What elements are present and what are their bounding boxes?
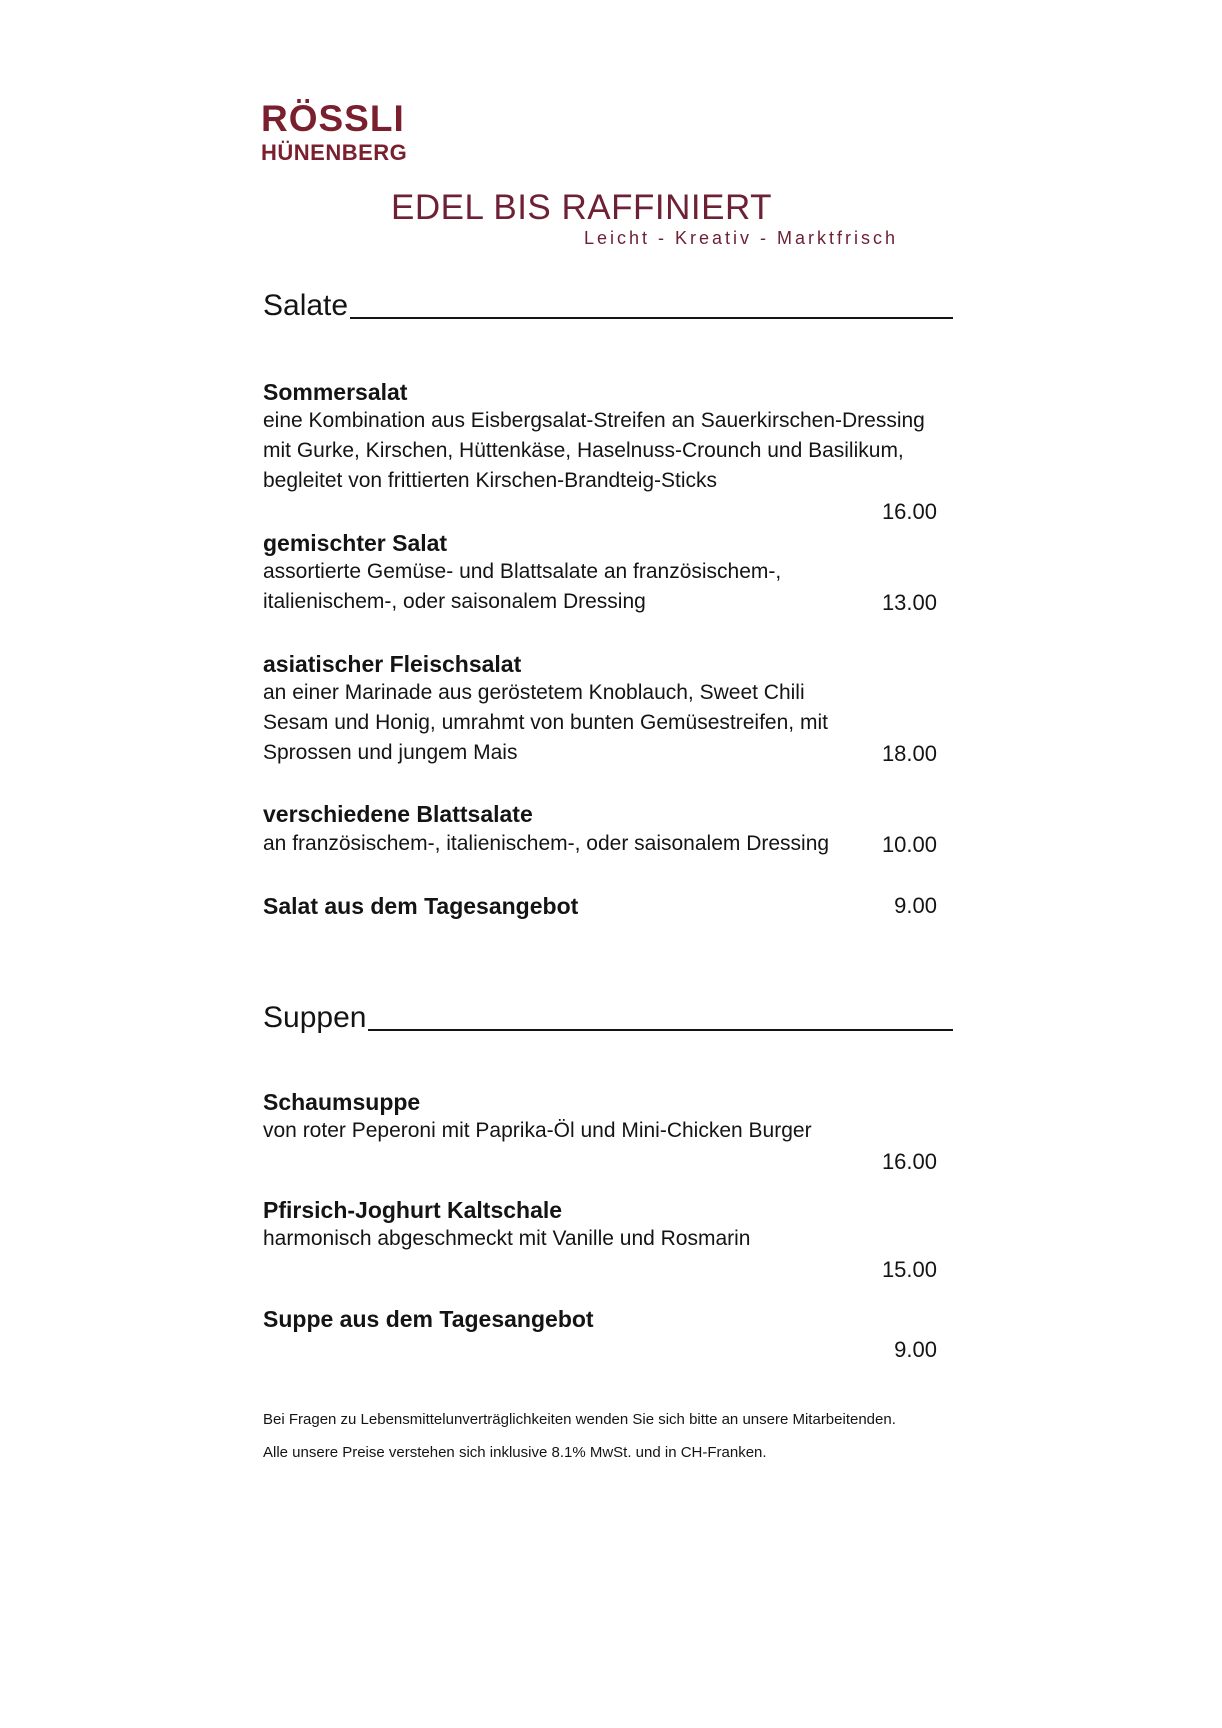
- item-price: 9.00: [894, 1337, 937, 1362]
- section-title: Suppen: [263, 1001, 367, 1034]
- section-title: Salate: [263, 289, 349, 322]
- item-desc: an französischem-, italienischem-, oder saisonalem Dressing: [263, 832, 830, 855]
- item-price: 10.00: [881, 832, 937, 857]
- item-name-sommersalat: Sommersalat: [263, 379, 408, 405]
- allergy-note: Bei Fragen zu Lebensmittelunverträglichkeiten wenden Sie sich bitte an unsere Mitarbeitenden.: [263, 1411, 896, 1428]
- item-name-salat-tagesangebot: Salat aus dem Tagesangebot: [263, 893, 579, 919]
- item-desc: Sprossen und jungem Mais: [263, 741, 518, 764]
- heading-underline: [350, 317, 953, 319]
- item-desc: an einer Marinade aus geröstetem Knoblauch, Sweet Chili: [263, 681, 805, 704]
- item-price: 16.00: [881, 1149, 937, 1174]
- item-name-suppe-tagesangebot: Suppe aus dem Tagesangebot: [263, 1306, 594, 1332]
- item-price: 9.00: [894, 893, 937, 918]
- heading-underline: [368, 1029, 953, 1031]
- item-name-gemischter-salat: gemischter Salat: [263, 530, 448, 556]
- tagline-main: EDEL BIS RAFFINIERT: [391, 188, 772, 227]
- item-name-pfirsich-kaltschale: Pfirsich-Joghurt Kaltschale: [263, 1197, 563, 1223]
- brand-location: HÜNENBERG: [261, 140, 408, 165]
- item-name-verschiedene-blattsalate: verschiedene Blattsalate: [263, 801, 533, 827]
- tagline-sub: Leicht - Kreativ - Marktfrisch: [584, 228, 899, 248]
- item-desc: harmonisch abgeschmeckt mit Vanille und Rosmarin: [263, 1227, 751, 1250]
- brand-name: RÖSSLI: [261, 98, 405, 139]
- item-price: 13.00: [881, 590, 937, 615]
- item-desc: begleitet von frittierten Kirschen-Brandteig-Sticks: [263, 469, 718, 492]
- vat-note: Alle unsere Preise verstehen sich inklusive 8.1% MwSt. und in CH-Franken.: [263, 1444, 767, 1461]
- item-price: 16.00: [881, 499, 937, 524]
- item-price: 18.00: [881, 741, 937, 766]
- item-price: 15.00: [881, 1257, 937, 1282]
- item-desc: assortierte Gemüse- und Blattsalate an französischem-,: [263, 560, 782, 583]
- item-name-asiatischer-fleischsalat: asiatischer Fleischsalat: [263, 651, 522, 677]
- item-desc: von roter Peperoni mit Paprika-Öl und Mini-Chicken Burger: [263, 1119, 812, 1142]
- section-heading-suppen: [263, 1000, 953, 1036]
- item-name-schaumsuppe: Schaumsuppe: [263, 1089, 421, 1115]
- item-desc: Sesam und Honig, umrahmt von bunten Gemüsestreifen, mit: [263, 711, 828, 734]
- item-desc: italienischem-, oder saisonalem Dressing: [263, 590, 646, 613]
- item-desc: eine Kombination aus Eisbergsalat-Streifen an Sauerkirschen-Dressing: [263, 409, 925, 432]
- item-desc: mit Gurke, Kirschen, Hüttenkäse, Haselnuss-Crounch und Basilikum,: [263, 439, 904, 462]
- brand-logo: [261, 100, 407, 165]
- section-heading-salate: [263, 288, 953, 324]
